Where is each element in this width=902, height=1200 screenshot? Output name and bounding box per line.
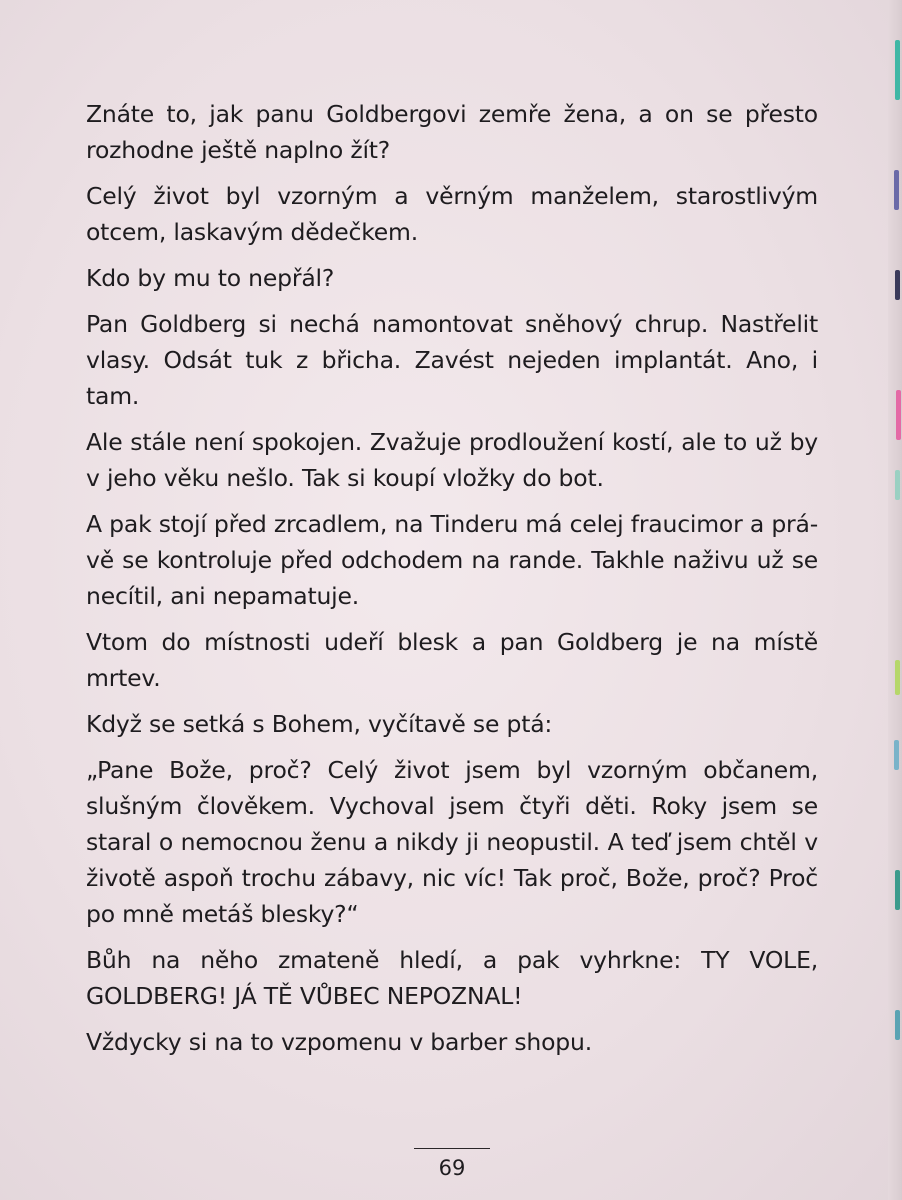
paragraph: A pak stojí před zrcadlem, na Tinderu má celej fraucimor a prá-vě se kontroluje před odchodem na rande. Takhle naživu už se necítil, ani nepamatuje. xyxy=(86,510,818,610)
paragraph: Když se setká s Bohem, vyčítavě se ptá: xyxy=(86,710,553,738)
paragraph: Kdo by mu to nepřál? xyxy=(86,264,335,292)
edge-mark xyxy=(895,1010,900,1040)
edge-mark xyxy=(895,660,900,695)
page-number: 69 xyxy=(438,1156,466,1180)
paragraph: Vtom do místnosti udeří blesk a pan Goldberg je na místě mrtev. xyxy=(86,628,818,692)
edge-mark xyxy=(896,390,901,440)
paragraph: Pan Goldberg si nechá namontovat sněhový chrup. Nastřelit vlasy. Odsát tuk z břicha. Zavést nejeden implantát. Ano, i tam. xyxy=(86,310,818,410)
footer-divider xyxy=(414,1148,490,1149)
edge-mark xyxy=(895,470,900,500)
edge-mark xyxy=(895,270,900,300)
body-text xyxy=(86,96,818,1070)
paragraph: Bůh na něho zmateně hledí, a pak vyhrkne: TY VOLE, GOLDBERG! JÁ TĚ VŮBEC NEPOZNAL! xyxy=(86,946,818,1010)
page-edge-decoration xyxy=(888,0,902,1200)
paragraph: Celý život byl vzorným a věrným manželem, starostlivým otcem, laskavým dědečkem. xyxy=(86,182,818,246)
edge-mark xyxy=(894,740,899,770)
quote-paragraph: „Pane Bože, proč? Celý život jsem byl vzorným občanem, slušným člověkem. Vychoval jsem čtyři děti. Roky jsem se staral o nemocnou ženu a nikdy ji neopustil. A teď jsem chtěl v životě aspoň trochu zábavy, nic víc! Tak proč, Bože, proč? Proč po mně metáš blesky?“ xyxy=(86,756,818,928)
edge-mark xyxy=(895,40,900,100)
paragraph: Vždycky si na to vzpomenu v barber shopu. xyxy=(86,1028,592,1056)
paragraph: Ale stále není spokojen. Zvažuje prodloužení kostí, ale to už by v jeho věku nešlo. Tak si koupí vložky do bot. xyxy=(86,428,818,492)
edge-mark xyxy=(895,870,900,910)
paragraph: Znáte to, jak panu Goldbergovi zemře žena, a on se přesto rozhodne ještě naplno žít? xyxy=(86,100,818,164)
edge-mark xyxy=(894,170,899,210)
